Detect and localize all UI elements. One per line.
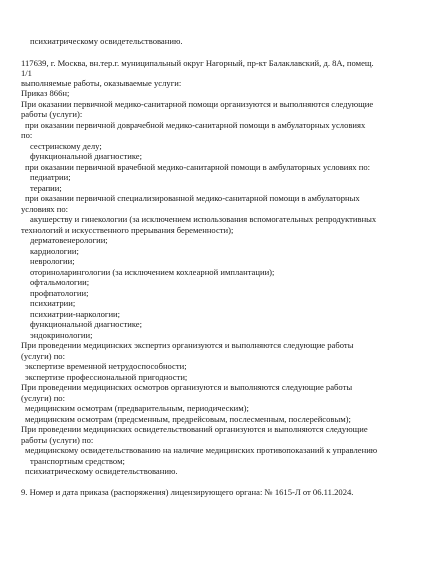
text-line: Приказ 866н; <box>21 88 70 98</box>
subsection-line: по: <box>21 130 33 140</box>
list-item: педиатрии; <box>30 172 71 182</box>
address-line: 1/1 <box>21 68 32 78</box>
text-line: психиатрическому освидетельствованию. <box>30 36 183 46</box>
section-heading: (услуги) по: <box>21 351 65 361</box>
list-item: экспертизе профессиональной пригодности; <box>25 372 188 382</box>
list-item: технологий и искусственного прерывания беременности); <box>21 225 234 235</box>
list-item: кардиологии; <box>30 246 79 256</box>
list-item: терапии; <box>30 183 62 193</box>
list-item: акушерству и гинекологии (за исключением использования вспомогательных репродуктивных <box>30 214 377 224</box>
list-item: медицинским осмотрам (предварительным, периодическим); <box>25 403 249 413</box>
subsection-line: при оказании первичной доврачебной медико-санитарной помощи в амбулаторных условиях <box>25 120 366 130</box>
subsection-line: условиях по: <box>21 204 69 214</box>
list-item: профпатологии; <box>30 288 89 298</box>
subsection-line: при оказании первичной специализированной медико-санитарной помощи в амбулаторных <box>25 193 360 203</box>
section-heading: При проведении медицинских экспертиз организуются и выполняются следующие работы <box>21 340 354 350</box>
section-heading: (услуги) по: <box>21 393 65 403</box>
list-item: транспортным средством; <box>30 456 125 466</box>
section-heading: При проведении медицинских освидетельствований организуются и выполняются следующие <box>21 424 368 434</box>
list-item: неврологии; <box>30 256 75 266</box>
text-line: выполняемые работы, оказываемые услуги: <box>21 78 182 88</box>
list-item: функциональной диагностике; <box>30 151 143 161</box>
subsection-line: при оказании первичной врачебной медико-санитарной помощи в амбулаторных условиях по: <box>25 162 371 172</box>
list-item: сестринскому делу; <box>30 141 102 151</box>
list-item: офтальмологии; <box>30 277 90 287</box>
list-item: психиатрическому освидетельствованию. <box>25 466 178 476</box>
section-heading: При оказании первичной медико-санитарной помощи организуются и выполняются следующие <box>21 99 374 109</box>
list-item: медицинским осмотрам (предсменным, предрейсовым, послесменным, послерейсовым); <box>25 414 351 424</box>
list-item: экспертизе временной нетрудоспособности; <box>25 361 187 371</box>
section-heading: работы (услуги): <box>21 109 83 119</box>
list-item: психиатрии-наркологии; <box>30 309 121 319</box>
section-heading: При проведении медицинских осмотров организуются и выполняются следующие работы <box>21 382 353 392</box>
list-item: оториноларингологии (за исключением кохлеарной имплантации); <box>30 267 275 277</box>
list-item: эндокринологии; <box>30 330 93 340</box>
list-item: функциональной диагностике; <box>30 319 143 329</box>
list-item: психиатрии; <box>30 298 76 308</box>
section-heading: работы (услуги) по: <box>21 435 94 445</box>
list-item: дерматовенерологии; <box>30 235 108 245</box>
list-item: медицинскому освидетельствованию на наличие медицинских противопоказаний к управлению <box>25 445 378 455</box>
address-line: 117639, г. Москва, вн.тер.г. муниципальный округ Нагорный, пр-кт Балаклавский, д. 8А, помещ. <box>21 58 374 68</box>
order-number-line: 9. Номер и дата приказа (распоряжения) лицензирующего органа: № 1615-Л от 06.11.2024. <box>21 487 354 497</box>
